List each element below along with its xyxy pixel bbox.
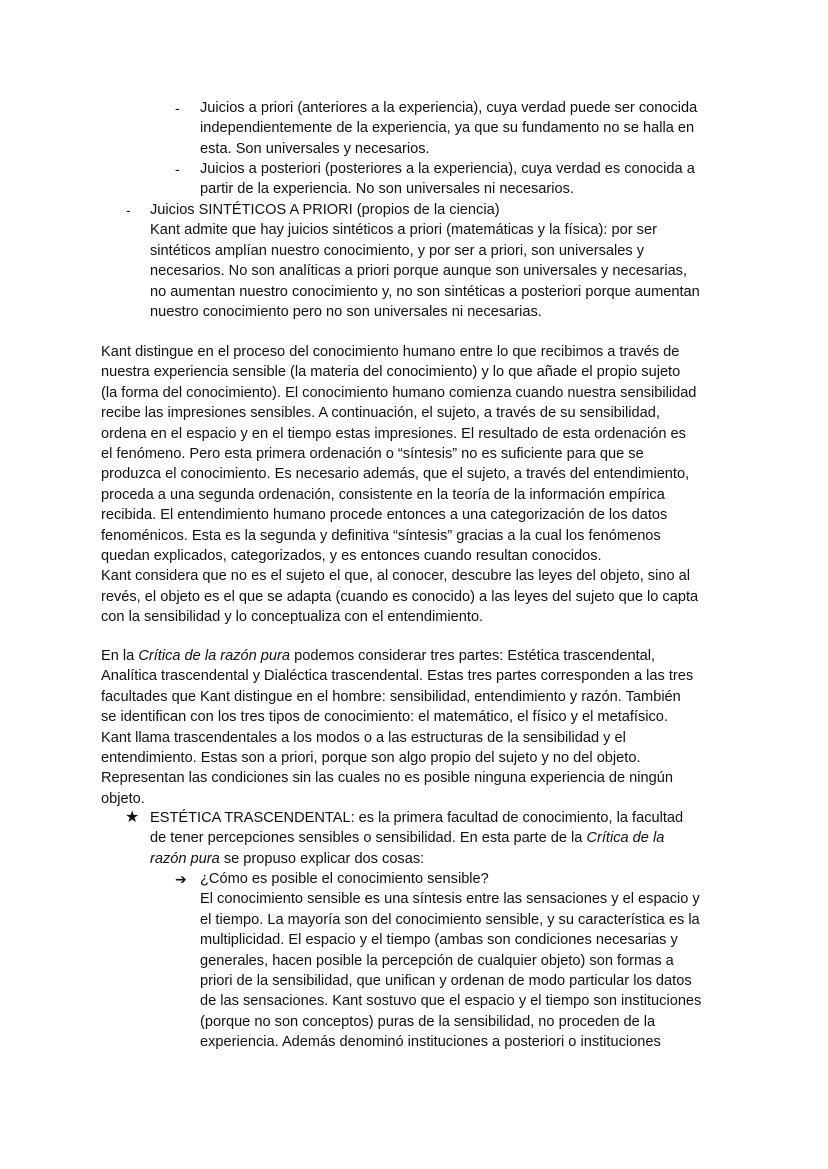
text-line: ordena en el espacio y en el tiempo estas impresiones. El resultado de esta ordenación es	[101, 425, 686, 442]
text-line: esta. Son universales y necesarios.	[200, 140, 430, 157]
book-title: razón pura	[150, 850, 220, 867]
text-line: de las sensaciones. Kant sostuvo que el espacio y el tiempo son instituciones	[200, 993, 702, 1010]
text-line: facultades que Kant distingue en el hombre: sensibilidad, entendimiento y razón. También	[101, 688, 681, 705]
text-line: Kant considera que no es el sujeto el que, al conocer, descubre las leyes del objeto, sino al	[101, 568, 690, 585]
text-line: proceda a una segunda ordenación, consistente en la teoría de la información empírica	[101, 486, 665, 503]
text-line: fenoménicos. Esta es la segunda y definitiva “síntesis” gracias a la cual los fenómenos	[101, 527, 661, 544]
text-line: generales, hacen posible la percepción de cualquier objeto) son formas a	[200, 952, 674, 969]
text-line: nuestro conocimiento pero no son universales ni necesarias.	[150, 304, 542, 321]
book-title: Crítica de la razón pura	[138, 648, 291, 664]
text-line: Juicios SINTÉTICOS A PRIORI (propios de la ciencia)	[150, 202, 500, 218]
dash-bullet: -	[175, 100, 180, 116]
text-fragment: de tener percepciones sensibles o sensibilidad. En esta parte de la	[150, 830, 587, 847]
paragraph-proceso-conocimiento	[101, 342, 698, 628]
text-line: priori de la sensibilidad, que unifican y ordenan de modo particular los datos	[200, 973, 692, 990]
text-fragment: se propuso explicar dos cosas:	[219, 850, 425, 867]
list-item-estetica-trascendental	[150, 808, 683, 869]
text-line: quedan explicados, categorizados, y es entonces cuando resultan conocidos.	[101, 548, 602, 565]
text-line: Juicios a priori (anteriores a la experiencia), cuya verdad puede ser conocida	[200, 100, 698, 116]
dash-bullet: -	[126, 202, 131, 218]
list-item-sinteticos-a-priori	[150, 200, 700, 322]
text-line: recibe las impresiones sensibles. A continuación, el sujeto, a través de su sensibilidad,	[101, 405, 660, 422]
text-line: con la sensibilidad y lo conceptualiza con el entendimiento.	[101, 609, 484, 626]
list-item-conocimiento-sensible	[200, 869, 701, 1053]
text-line: (la forma del conocimiento). El conocimiento humano comienza cuando nuestra sensibilidad	[101, 384, 697, 401]
text-line	[150, 849, 683, 869]
text-fragment: En la	[101, 648, 139, 664]
text-line: multiplicidad. El espacio y el tiempo (ambas son condiciones necesarias y	[200, 932, 678, 949]
paragraph-critica-razon-pura	[101, 646, 693, 809]
text-line: experiencia. Además denominó instituciones a posteriori o instituciones	[200, 1034, 661, 1051]
text-line: revés, el objeto es el que se adapta (cuando es conocido) a las leyes del sujeto que lo capta	[101, 588, 699, 605]
text-line: entendimiento. Estas son a priori, porque son algo propio del sujeto y no del objeto.	[101, 750, 641, 767]
text-line: partir de la experiencia. No son universales ni necesarios.	[200, 181, 574, 198]
text-line: no aumentan nuestro conocimiento y, no son sintéticas a posteriori porque aumentan	[150, 283, 700, 300]
text-line: objeto.	[101, 790, 145, 807]
list-item-juicios-a-posteriori	[200, 159, 695, 200]
text-line: Kant distingue en el proceso del conocimiento humano entre lo que recibimos a través de	[101, 344, 680, 360]
text-line: el tiempo. La mayoría son del conocimiento sensible, y su característica es la	[200, 911, 700, 928]
text-line: se identifican con los tres tipos de conocimiento: el matemático, el físico y el metafísico.	[101, 709, 668, 726]
list-item-juicios-a-priori	[200, 98, 697, 159]
book-title: Crítica de la	[586, 830, 665, 847]
text-line: Representan las condiciones sin las cuales no es posible ninguna experiencia de ningún	[101, 770, 673, 787]
text-line: Juicios a posteriori (posteriores a la experiencia), cuya verdad es conocida a	[200, 161, 695, 177]
dash-bullet: -	[175, 161, 180, 177]
text-line: Kant llama trascendentales a los modos o a las estructuras de la sensibilidad y el	[101, 729, 626, 746]
question-title: ¿Cómo es posible el conocimiento sensible?	[200, 871, 489, 887]
text-line: Kant admite que hay juicios sintéticos a priori (matemáticas y la física): por ser	[150, 222, 657, 239]
text-line: el fenómeno. Pero esta primera ordenación o “síntesis” no es suficiente para que se	[101, 446, 644, 463]
text-line: nuestra experiencia sensible (la materia del conocimiento) y lo que añade el propio sujeto	[101, 364, 681, 381]
text-line: El conocimiento sensible es una síntesis entre las sensaciones y el espacio y	[200, 891, 700, 908]
text-line: ESTÉTICA TRASCENDENTAL: es la primera facultad de conocimiento, la facultad	[150, 810, 684, 826]
text-line: independientemente de la experiencia, ya que su fundamento no se halla en	[200, 120, 695, 137]
text-line: produzca el conocimiento. Es necesario además, que el sujeto, a través del entendimiento,	[101, 466, 690, 483]
arrow-bullet: ➔	[175, 871, 187, 887]
star-bullet: ★	[125, 809, 140, 826]
text-line: (porque no son conceptos) puras de la sensibilidad, no proceden de la	[200, 1013, 656, 1030]
text-line	[101, 646, 693, 666]
text-line: necesarios. No son analíticas a priori porque aunque son universales y necesarias,	[150, 263, 688, 280]
text-line	[150, 828, 683, 848]
text-line: recibida. El entendimiento humano procede entonces a una categorización de los datos	[101, 507, 668, 524]
text-line: sintéticos amplían nuestro conocimiento, y por ser a priori, son universales y	[150, 242, 644, 259]
text-fragment: podemos considerar tres partes: Estética trascendental,	[290, 648, 656, 664]
text-line: Analítica trascendental y Dialéctica trascendental. Estas tres partes corresponden a las tres	[101, 668, 694, 685]
